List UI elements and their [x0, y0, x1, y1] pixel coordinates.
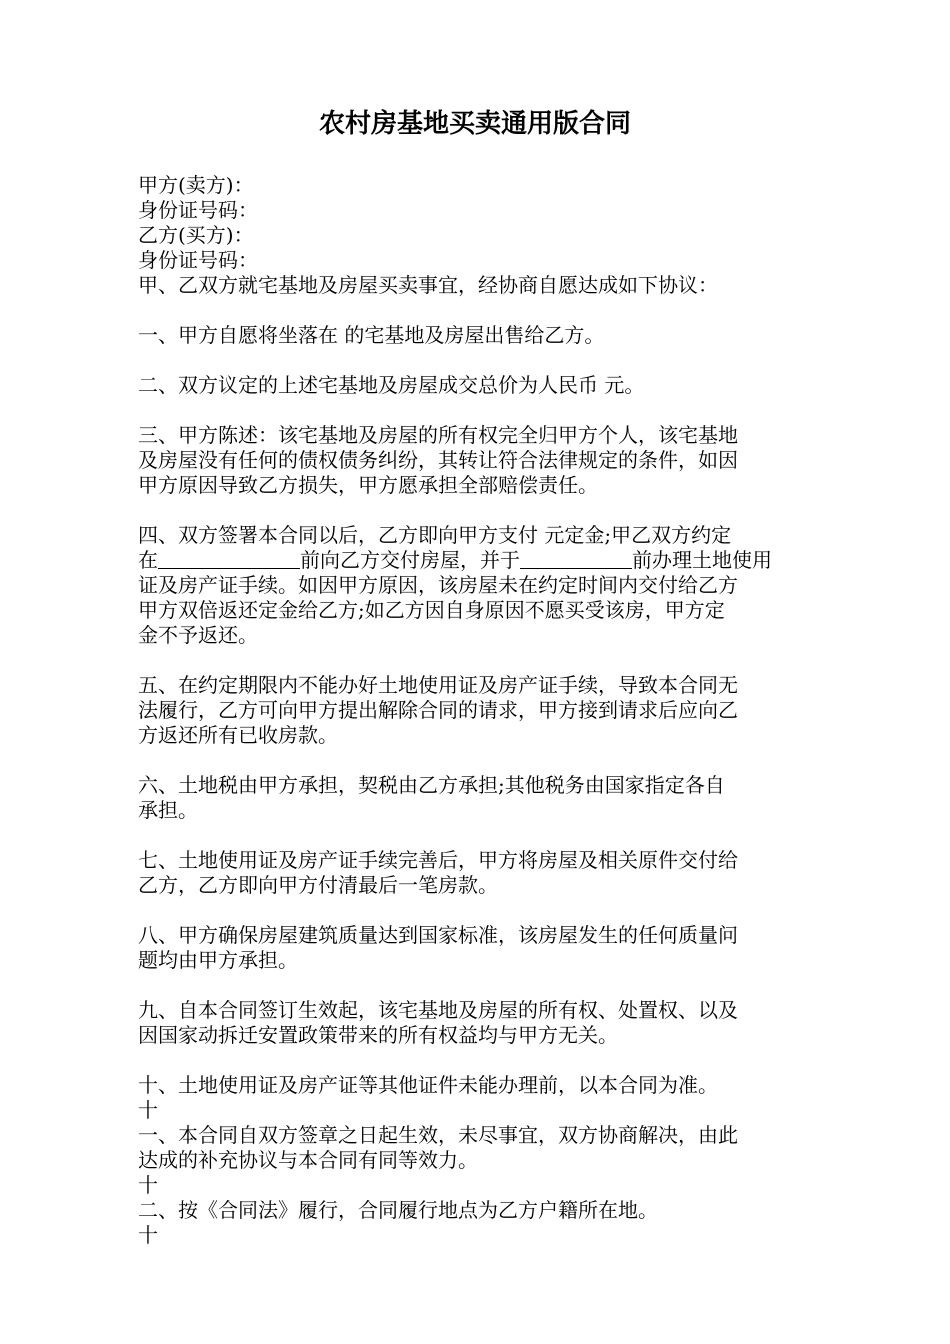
- clause-line: 四、双方签署本合同以后，乙方即向甲方支付 元定金;甲乙双方约定: [138, 523, 732, 547]
- clause-line: 达成的补充协议与本合同有同等效力。: [138, 1148, 478, 1172]
- blank-field-certificate-date[interactable]: [520, 548, 632, 569]
- intro-text: 甲、乙双方就宅基地及房屋买卖事宜，经协商自愿达成如下协议：: [138, 273, 718, 297]
- clause-line: 承担。: [138, 798, 198, 822]
- blank-field-delivery-date[interactable]: [158, 548, 300, 569]
- document-title: 农村房基地买卖通用版合同: [318, 109, 631, 139]
- buyer-id-label: 身份证号码：: [138, 248, 258, 272]
- clause-text: 前向乙方交付房屋，并于: [300, 548, 520, 572]
- clause-line: 因国家动拆迁安置政策带来的所有权益均与甲方无关。: [138, 1023, 618, 1047]
- clause-line: 二、按《合同法》履行，合同履行地点为乙方户籍所在地。: [138, 1198, 658, 1222]
- clause-line: 七、土地使用证及房产证手续完善后，甲方将房屋及相关原件交付给: [138, 848, 738, 872]
- clause-line: 八、甲方确保房屋建筑质量达到国家标准，该房屋发生的任何质量问: [138, 923, 738, 947]
- clause-line: 九、自本合同签订生效起，该宅基地及房屋的所有权、处置权、以及: [138, 998, 738, 1022]
- seller-id-label: 身份证号码：: [138, 198, 258, 222]
- clause-line: 二、双方议定的上述宅基地及房屋成交总价为人民币 元。: [138, 373, 645, 397]
- clause-5: [138, 673, 818, 748]
- clause-line: 证及房产证手续。如因甲方原因，该房屋未在约定时间内交付给乙方: [138, 573, 738, 597]
- clause-line: 十: [138, 1173, 158, 1197]
- clause-line: 十、土地使用证及房产证等其他证件未能办理前，以本合同为准。: [138, 1073, 718, 1097]
- clause-10-onward: [138, 1073, 818, 1248]
- clause-3: [138, 423, 818, 498]
- clause-line: 金不予返还。: [138, 623, 258, 647]
- clause-1: [138, 323, 818, 348]
- clause-line: 一、甲方自愿将坐落在 的宅基地及房屋出售给乙方。: [138, 323, 605, 347]
- seller-label: 甲方(卖方)：: [138, 173, 254, 197]
- clause-line: 一、本合同自双方签章之日起生效，未尽事宜，双方协商解决，由此: [138, 1123, 738, 1147]
- clause-4: [138, 523, 818, 648]
- clause-line: 甲方原因导致乙方损失，甲方愿承担全部赔偿责任。: [138, 473, 598, 497]
- clause-text: 在: [138, 548, 158, 572]
- clause-8: [138, 923, 818, 973]
- clause-7: [138, 848, 818, 898]
- clause-line: 十: [138, 1223, 158, 1247]
- clause-line-with-blanks: [138, 548, 818, 573]
- clause-line: 方返还所有已收房款。: [138, 723, 338, 747]
- clause-line: 五、在约定期限内不能办好土地使用证及房产证手续，导致本合同无: [138, 673, 738, 697]
- clause-line: 题均由甲方承担。: [138, 948, 298, 972]
- clause-text: 前办理土地使用: [632, 548, 772, 572]
- clause-9: [138, 998, 818, 1048]
- clause-line: 十: [138, 1098, 158, 1122]
- clause-2: [138, 373, 818, 398]
- clause-line: 三、甲方陈述：该宅基地及房屋的所有权完全归甲方个人，该宅基地: [138, 423, 738, 447]
- clause-6: [138, 773, 818, 823]
- contract-body: [138, 173, 818, 1248]
- clause-line: 乙方，乙方即向甲方付清最后一笔房款。: [138, 873, 498, 897]
- buyer-label: 乙方(买方)：: [138, 223, 254, 247]
- clause-line: 六、土地税由甲方承担，契税由乙方承担;其他税务由国家指定各自: [138, 773, 725, 797]
- clause-line: 甲方双倍返还定金给乙方;如乙方因自身原因不愿买受该房，甲方定: [138, 598, 725, 622]
- clause-line: 及房屋没有任何的债权债务纠纷，其转让符合法律规定的条件，如因: [138, 448, 738, 472]
- clause-line: 法履行，乙方可向甲方提出解除合同的请求，甲方接到请求后应向乙: [138, 698, 738, 722]
